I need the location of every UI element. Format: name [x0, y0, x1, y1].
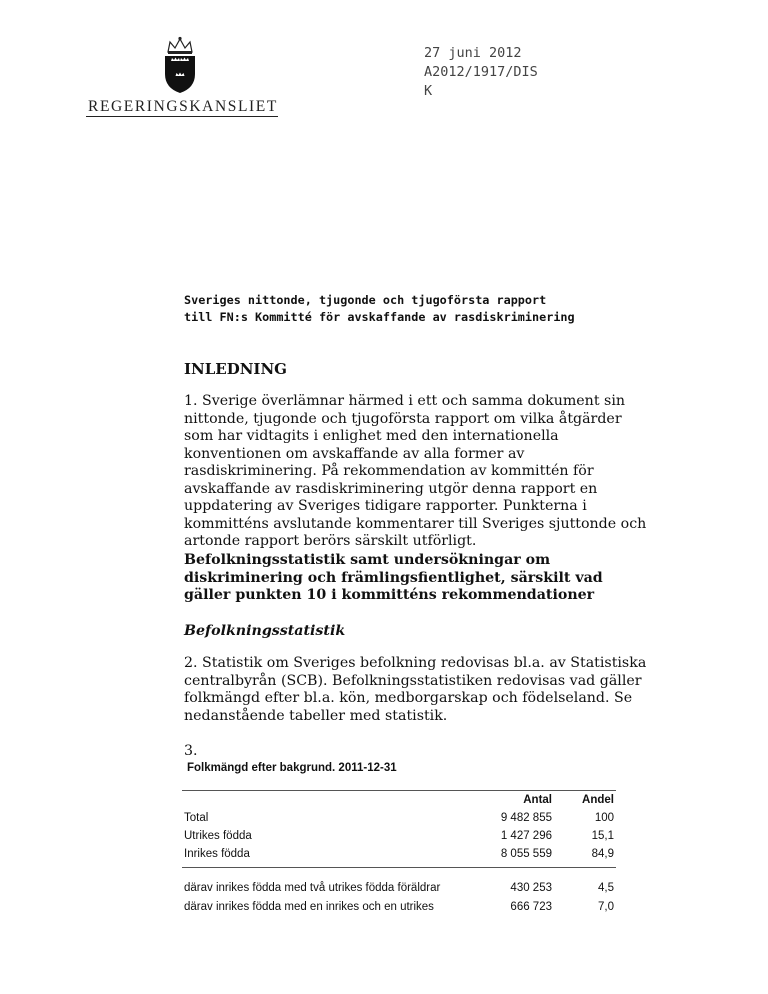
row-label: Total	[184, 812, 209, 824]
table-row	[182, 812, 616, 829]
row-andel: 100	[594, 812, 614, 824]
paragraph-2: 2. Statistik om Sveriges befolkning redovisas bl.a. av Statistiska centralbyrån (SCB). Befolkningsstatistiken redovisas vad gäller folkmängd efter bl.a. kön, medborgarskap och födelseland. Se nedanstående tabeller med statistik.	[184, 655, 647, 724]
table-title: Folkmängd efter bakgrund. 2011-12-31	[187, 762, 397, 774]
title-line-2: till FN:s Kommitté för avskaffande av rasdiskriminering	[184, 310, 575, 324]
row-andel: 7,0	[598, 901, 614, 913]
paragraph-1: 1. Sverige överlämnar härmed i ett och samma dokument sin nittonde, tjugonde och tjugoförsta rapport om vilka åtgärder som har vidtagits i enlighet med den internationella konventionen om avskaffande av alla former av rasdiskriminering. På rekommendation av kommittén för avskaffande av rasdiskriminering utgör denna rapport en uppdatering av Sveriges tidigare rapporter. Punkterna i kommitténs avslutande kommentarer till Sveriges sjuttonde och artonde rapport berörs särskilt utförligt.	[184, 393, 647, 549]
row-antal: 8 055 559	[500, 848, 552, 860]
reference-number-suffix: K	[424, 83, 433, 99]
row-antal: 9 482 855	[500, 812, 552, 824]
government-logo	[80, 36, 280, 120]
document-date: 27 juni 2012	[424, 45, 522, 61]
row-antal: 430 253	[510, 882, 552, 894]
row-andel: 15,1	[591, 830, 614, 842]
row-andel: 84,9	[591, 848, 614, 860]
crown-shield-icon	[160, 36, 200, 96]
table-row	[182, 848, 616, 865]
document-title	[184, 292, 575, 326]
table-top-rule	[182, 790, 616, 791]
row-label: Utrikes födda	[184, 830, 252, 842]
row-label: därav inrikes födda med en inrikes och en utrikes	[184, 901, 434, 913]
row-antal: 666 723	[510, 901, 552, 913]
title-line-1: Sveriges nittonde, tjugonde och tjugoförsta rapport	[184, 293, 547, 307]
document-meta	[424, 44, 538, 101]
org-name: REGERINGSKANSLIET	[88, 98, 278, 115]
section-heading-intro: INLEDNING	[184, 360, 287, 378]
column-header-antal: Antal	[523, 794, 552, 806]
reference-number: A2012/1917/DIS	[424, 64, 538, 80]
paragraph-3-number: 3.	[184, 743, 198, 759]
column-header-andel: Andel	[582, 794, 614, 806]
table-row	[182, 882, 616, 899]
section-heading-statistics: Befolkningsstatistik samt undersökningar om diskriminering och främlingsfientlighet, särskilt vad gäller punkten 10 i kommitténs rekommendationer	[184, 552, 603, 603]
row-andel: 4,5	[598, 882, 614, 894]
row-label: därav inrikes födda med två utrikes födda föräldrar	[184, 882, 441, 894]
table-row	[182, 901, 616, 918]
letterhead-divider	[86, 116, 278, 117]
table-row	[182, 830, 616, 847]
row-label: Inrikes födda	[184, 848, 250, 860]
table-mid-rule	[182, 867, 616, 868]
row-antal: 1 427 296	[500, 830, 552, 842]
table-header-row	[182, 794, 616, 811]
subheading-population-statistics: Befolkningsstatistik	[184, 623, 346, 639]
